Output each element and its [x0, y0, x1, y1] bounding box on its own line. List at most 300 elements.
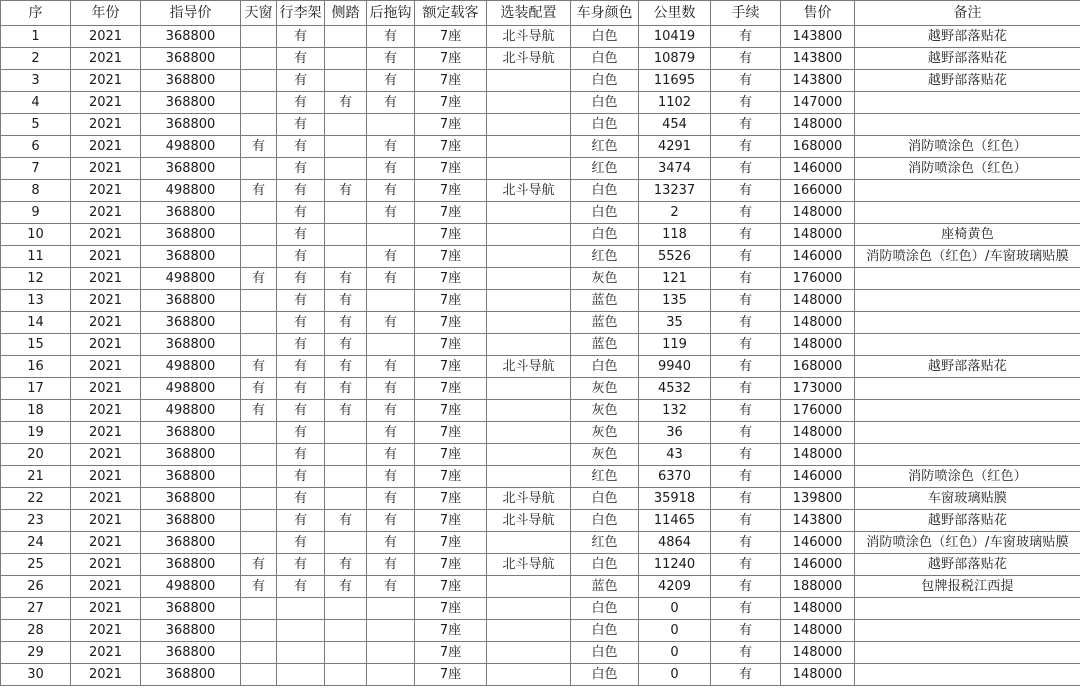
cell-sale-price[interactable]: 148000 — [781, 422, 855, 444]
cell-sale-price[interactable]: 148000 — [781, 202, 855, 224]
cell-remarks[interactable]: 车窗玻璃贴膜 — [855, 488, 1080, 510]
cell-options[interactable] — [487, 268, 571, 290]
cell-options[interactable] — [487, 334, 571, 356]
cell-guide-price[interactable]: 368800 — [141, 510, 241, 532]
cell-seats[interactable]: 7座 — [415, 92, 487, 114]
cell-roof-rack[interactable]: 有 — [277, 136, 325, 158]
cell-year[interactable]: 2021 — [71, 422, 141, 444]
cell-body-color[interactable]: 白色 — [571, 488, 639, 510]
cell-options[interactable] — [487, 400, 571, 422]
cell-side-step[interactable] — [325, 158, 367, 180]
cell-year[interactable]: 2021 — [71, 444, 141, 466]
cell-year[interactable]: 2021 — [71, 466, 141, 488]
cell-remarks[interactable] — [855, 620, 1080, 642]
cell-guide-price[interactable]: 498800 — [141, 576, 241, 598]
cell-seats[interactable]: 7座 — [415, 114, 487, 136]
cell-sale-price[interactable]: 148000 — [781, 620, 855, 642]
cell-index[interactable]: 30 — [1, 664, 71, 686]
cell-sale-price[interactable]: 148000 — [781, 598, 855, 620]
cell-options[interactable]: 北斗导航 — [487, 510, 571, 532]
cell-year[interactable]: 2021 — [71, 158, 141, 180]
cell-guide-price[interactable]: 368800 — [141, 202, 241, 224]
cell-sunroof[interactable]: 有 — [241, 356, 277, 378]
cell-body-color[interactable]: 蓝色 — [571, 312, 639, 334]
cell-sale-price[interactable]: 146000 — [781, 246, 855, 268]
cell-mileage[interactable]: 0 — [639, 598, 711, 620]
cell-sale-price[interactable]: 143800 — [781, 26, 855, 48]
cell-sunroof[interactable] — [241, 70, 277, 92]
cell-sale-price[interactable]: 148000 — [781, 114, 855, 136]
cell-guide-price[interactable]: 368800 — [141, 114, 241, 136]
cell-paperwork[interactable]: 有 — [711, 246, 781, 268]
cell-side-step[interactable]: 有 — [325, 180, 367, 202]
cell-side-step[interactable] — [325, 466, 367, 488]
cell-body-color[interactable]: 红色 — [571, 466, 639, 488]
cell-guide-price[interactable]: 498800 — [141, 378, 241, 400]
cell-remarks[interactable] — [855, 422, 1080, 444]
cell-mileage[interactable]: 11465 — [639, 510, 711, 532]
cell-index[interactable]: 22 — [1, 488, 71, 510]
cell-side-step[interactable] — [325, 114, 367, 136]
cell-sunroof[interactable] — [241, 664, 277, 686]
cell-sunroof[interactable] — [241, 312, 277, 334]
cell-tow-hook[interactable]: 有 — [367, 312, 415, 334]
cell-seats[interactable]: 7座 — [415, 334, 487, 356]
cell-year[interactable]: 2021 — [71, 70, 141, 92]
cell-guide-price[interactable]: 498800 — [141, 400, 241, 422]
cell-year[interactable]: 2021 — [71, 26, 141, 48]
cell-guide-price[interactable]: 498800 — [141, 180, 241, 202]
cell-options[interactable] — [487, 466, 571, 488]
cell-guide-price[interactable]: 498800 — [141, 356, 241, 378]
cell-paperwork[interactable]: 有 — [711, 598, 781, 620]
cell-year[interactable]: 2021 — [71, 356, 141, 378]
cell-body-color[interactable]: 红色 — [571, 532, 639, 554]
cell-side-step[interactable]: 有 — [325, 92, 367, 114]
header-mileage[interactable]: 公里数 — [639, 1, 711, 26]
cell-sale-price[interactable]: 168000 — [781, 136, 855, 158]
cell-sale-price[interactable]: 148000 — [781, 334, 855, 356]
cell-guide-price[interactable]: 498800 — [141, 136, 241, 158]
cell-options[interactable] — [487, 312, 571, 334]
cell-mileage[interactable]: 0 — [639, 642, 711, 664]
cell-roof-rack[interactable]: 有 — [277, 400, 325, 422]
cell-remarks[interactable] — [855, 114, 1080, 136]
cell-roof-rack[interactable]: 有 — [277, 510, 325, 532]
cell-year[interactable]: 2021 — [71, 290, 141, 312]
cell-roof-rack[interactable] — [277, 598, 325, 620]
cell-tow-hook[interactable]: 有 — [367, 92, 415, 114]
cell-seats[interactable]: 7座 — [415, 70, 487, 92]
cell-sale-price[interactable]: 146000 — [781, 554, 855, 576]
cell-tow-hook[interactable]: 有 — [367, 532, 415, 554]
cell-index[interactable]: 7 — [1, 158, 71, 180]
cell-roof-rack[interactable]: 有 — [277, 312, 325, 334]
cell-tow-hook[interactable] — [367, 114, 415, 136]
cell-mileage[interactable]: 6370 — [639, 466, 711, 488]
cell-roof-rack[interactable]: 有 — [277, 576, 325, 598]
cell-year[interactable]: 2021 — [71, 246, 141, 268]
cell-sale-price[interactable]: 148000 — [781, 224, 855, 246]
cell-paperwork[interactable]: 有 — [711, 444, 781, 466]
header-sunroof[interactable]: 天窗 — [241, 1, 277, 26]
cell-options[interactable]: 北斗导航 — [487, 48, 571, 70]
cell-sunroof[interactable]: 有 — [241, 576, 277, 598]
cell-body-color[interactable]: 白色 — [571, 180, 639, 202]
cell-body-color[interactable]: 白色 — [571, 620, 639, 642]
cell-index[interactable]: 9 — [1, 202, 71, 224]
cell-seats[interactable]: 7座 — [415, 180, 487, 202]
cell-body-color[interactable]: 白色 — [571, 70, 639, 92]
cell-side-step[interactable] — [325, 246, 367, 268]
cell-roof-rack[interactable]: 有 — [277, 202, 325, 224]
cell-paperwork[interactable]: 有 — [711, 642, 781, 664]
cell-seats[interactable]: 7座 — [415, 554, 487, 576]
cell-paperwork[interactable]: 有 — [711, 268, 781, 290]
cell-sunroof[interactable] — [241, 444, 277, 466]
cell-tow-hook[interactable]: 有 — [367, 48, 415, 70]
cell-side-step[interactable] — [325, 444, 367, 466]
cell-sunroof[interactable] — [241, 92, 277, 114]
cell-year[interactable]: 2021 — [71, 554, 141, 576]
cell-year[interactable]: 2021 — [71, 664, 141, 686]
header-side-step[interactable]: 侧踏 — [325, 1, 367, 26]
cell-sunroof[interactable] — [241, 422, 277, 444]
cell-guide-price[interactable]: 368800 — [141, 312, 241, 334]
cell-paperwork[interactable]: 有 — [711, 290, 781, 312]
cell-sale-price[interactable]: 176000 — [781, 400, 855, 422]
cell-options[interactable] — [487, 532, 571, 554]
cell-options[interactable]: 北斗导航 — [487, 554, 571, 576]
cell-guide-price[interactable]: 368800 — [141, 334, 241, 356]
cell-paperwork[interactable]: 有 — [711, 422, 781, 444]
cell-paperwork[interactable]: 有 — [711, 488, 781, 510]
cell-year[interactable]: 2021 — [71, 114, 141, 136]
cell-index[interactable]: 2 — [1, 48, 71, 70]
cell-mileage[interactable]: 454 — [639, 114, 711, 136]
cell-sunroof[interactable] — [241, 532, 277, 554]
cell-mileage[interactable]: 4209 — [639, 576, 711, 598]
cell-index[interactable]: 10 — [1, 224, 71, 246]
cell-roof-rack[interactable]: 有 — [277, 356, 325, 378]
cell-tow-hook[interactable]: 有 — [367, 180, 415, 202]
cell-options[interactable] — [487, 290, 571, 312]
cell-tow-hook[interactable] — [367, 664, 415, 686]
cell-options[interactable] — [487, 70, 571, 92]
cell-mileage[interactable]: 132 — [639, 400, 711, 422]
cell-index[interactable]: 4 — [1, 92, 71, 114]
cell-body-color[interactable]: 白色 — [571, 114, 639, 136]
cell-body-color[interactable]: 灰色 — [571, 268, 639, 290]
cell-options[interactable] — [487, 576, 571, 598]
cell-index[interactable]: 29 — [1, 642, 71, 664]
cell-remarks[interactable] — [855, 400, 1080, 422]
cell-index[interactable]: 23 — [1, 510, 71, 532]
cell-mileage[interactable]: 118 — [639, 224, 711, 246]
cell-index[interactable]: 18 — [1, 400, 71, 422]
cell-seats[interactable]: 7座 — [415, 26, 487, 48]
cell-year[interactable]: 2021 — [71, 532, 141, 554]
cell-side-step[interactable]: 有 — [325, 312, 367, 334]
cell-body-color[interactable]: 红色 — [571, 246, 639, 268]
cell-roof-rack[interactable]: 有 — [277, 444, 325, 466]
cell-index[interactable]: 15 — [1, 334, 71, 356]
cell-paperwork[interactable]: 有 — [711, 334, 781, 356]
cell-side-step[interactable]: 有 — [325, 290, 367, 312]
cell-guide-price[interactable]: 368800 — [141, 598, 241, 620]
cell-body-color[interactable]: 白色 — [571, 554, 639, 576]
cell-sunroof[interactable] — [241, 334, 277, 356]
cell-roof-rack[interactable]: 有 — [277, 290, 325, 312]
cell-year[interactable]: 2021 — [71, 202, 141, 224]
cell-tow-hook[interactable]: 有 — [367, 202, 415, 224]
cell-year[interactable]: 2021 — [71, 48, 141, 70]
header-roof-rack[interactable]: 行李架 — [277, 1, 325, 26]
cell-body-color[interactable]: 蓝色 — [571, 334, 639, 356]
cell-tow-hook[interactable]: 有 — [367, 70, 415, 92]
cell-tow-hook[interactable]: 有 — [367, 26, 415, 48]
cell-mileage[interactable]: 2 — [639, 202, 711, 224]
cell-remarks[interactable]: 越野部落贴花 — [855, 510, 1080, 532]
cell-sale-price[interactable]: 143800 — [781, 70, 855, 92]
cell-guide-price[interactable]: 368800 — [141, 532, 241, 554]
cell-guide-price[interactable]: 368800 — [141, 466, 241, 488]
cell-remarks[interactable]: 越野部落贴花 — [855, 70, 1080, 92]
cell-sale-price[interactable]: 148000 — [781, 642, 855, 664]
cell-seats[interactable]: 7座 — [415, 246, 487, 268]
cell-sale-price[interactable]: 148000 — [781, 664, 855, 686]
cell-year[interactable]: 2021 — [71, 620, 141, 642]
cell-guide-price[interactable]: 368800 — [141, 620, 241, 642]
cell-side-step[interactable] — [325, 136, 367, 158]
cell-body-color[interactable]: 白色 — [571, 598, 639, 620]
cell-year[interactable]: 2021 — [71, 334, 141, 356]
cell-mileage[interactable]: 4532 — [639, 378, 711, 400]
cell-tow-hook[interactable] — [367, 642, 415, 664]
cell-options[interactable] — [487, 224, 571, 246]
cell-options[interactable] — [487, 444, 571, 466]
cell-remarks[interactable] — [855, 378, 1080, 400]
cell-mileage[interactable]: 4291 — [639, 136, 711, 158]
cell-remarks[interactable]: 越野部落贴花 — [855, 554, 1080, 576]
cell-remarks[interactable]: 消防喷涂色（红色）/车窗玻璃贴膜 — [855, 246, 1080, 268]
cell-mileage[interactable]: 9940 — [639, 356, 711, 378]
cell-roof-rack[interactable]: 有 — [277, 554, 325, 576]
cell-side-step[interactable] — [325, 488, 367, 510]
cell-sunroof[interactable] — [241, 246, 277, 268]
cell-guide-price[interactable]: 498800 — [141, 268, 241, 290]
cell-seats[interactable]: 7座 — [415, 488, 487, 510]
cell-paperwork[interactable]: 有 — [711, 510, 781, 532]
cell-sale-price[interactable]: 146000 — [781, 158, 855, 180]
cell-body-color[interactable]: 灰色 — [571, 378, 639, 400]
cell-sunroof[interactable] — [241, 202, 277, 224]
cell-tow-hook[interactable] — [367, 224, 415, 246]
cell-index[interactable]: 11 — [1, 246, 71, 268]
header-guide-price[interactable]: 指导价 — [141, 1, 241, 26]
cell-remarks[interactable] — [855, 642, 1080, 664]
cell-seats[interactable]: 7座 — [415, 466, 487, 488]
cell-side-step[interactable]: 有 — [325, 334, 367, 356]
cell-index[interactable]: 26 — [1, 576, 71, 598]
cell-remarks[interactable]: 消防喷涂色（红色） — [855, 466, 1080, 488]
header-tow-hook[interactable]: 后拖钩 — [367, 1, 415, 26]
cell-sale-price[interactable]: 147000 — [781, 92, 855, 114]
cell-seats[interactable]: 7座 — [415, 664, 487, 686]
cell-body-color[interactable]: 白色 — [571, 202, 639, 224]
cell-seats[interactable]: 7座 — [415, 510, 487, 532]
cell-guide-price[interactable]: 368800 — [141, 224, 241, 246]
cell-remarks[interactable] — [855, 92, 1080, 114]
cell-options[interactable] — [487, 136, 571, 158]
cell-roof-rack[interactable]: 有 — [277, 70, 325, 92]
cell-remarks[interactable]: 消防喷涂色（红色） — [855, 136, 1080, 158]
cell-paperwork[interactable]: 有 — [711, 114, 781, 136]
cell-roof-rack[interactable]: 有 — [277, 26, 325, 48]
cell-guide-price[interactable]: 368800 — [141, 642, 241, 664]
cell-options[interactable] — [487, 422, 571, 444]
cell-body-color[interactable]: 白色 — [571, 48, 639, 70]
cell-sunroof[interactable]: 有 — [241, 554, 277, 576]
cell-sale-price[interactable]: 166000 — [781, 180, 855, 202]
cell-options[interactable] — [487, 114, 571, 136]
cell-side-step[interactable] — [325, 532, 367, 554]
header-index[interactable]: 序 — [1, 1, 71, 26]
cell-sunroof[interactable] — [241, 598, 277, 620]
cell-seats[interactable]: 7座 — [415, 532, 487, 554]
cell-sale-price[interactable]: 173000 — [781, 378, 855, 400]
cell-sunroof[interactable]: 有 — [241, 400, 277, 422]
cell-body-color[interactable]: 蓝色 — [571, 576, 639, 598]
cell-mileage[interactable]: 0 — [639, 620, 711, 642]
cell-roof-rack[interactable]: 有 — [277, 466, 325, 488]
cell-paperwork[interactable]: 有 — [711, 356, 781, 378]
cell-remarks[interactable]: 座椅黄色 — [855, 224, 1080, 246]
cell-side-step[interactable] — [325, 202, 367, 224]
cell-side-step[interactable] — [325, 48, 367, 70]
cell-tow-hook[interactable]: 有 — [367, 246, 415, 268]
cell-body-color[interactable]: 灰色 — [571, 400, 639, 422]
cell-sale-price[interactable]: 148000 — [781, 312, 855, 334]
cell-guide-price[interactable]: 368800 — [141, 444, 241, 466]
cell-sunroof[interactable] — [241, 488, 277, 510]
cell-roof-rack[interactable]: 有 — [277, 334, 325, 356]
cell-body-color[interactable]: 白色 — [571, 26, 639, 48]
cell-options[interactable]: 北斗导航 — [487, 26, 571, 48]
cell-sale-price[interactable]: 139800 — [781, 488, 855, 510]
cell-sunroof[interactable]: 有 — [241, 378, 277, 400]
cell-remarks[interactable] — [855, 664, 1080, 686]
cell-seats[interactable]: 7座 — [415, 290, 487, 312]
cell-year[interactable]: 2021 — [71, 92, 141, 114]
cell-options[interactable] — [487, 620, 571, 642]
cell-seats[interactable]: 7座 — [415, 356, 487, 378]
cell-sunroof[interactable]: 有 — [241, 268, 277, 290]
cell-remarks[interactable] — [855, 290, 1080, 312]
cell-tow-hook[interactable]: 有 — [367, 378, 415, 400]
cell-remarks[interactable]: 包牌报税江西提 — [855, 576, 1080, 598]
cell-roof-rack[interactable]: 有 — [277, 268, 325, 290]
cell-seats[interactable]: 7座 — [415, 202, 487, 224]
cell-paperwork[interactable]: 有 — [711, 48, 781, 70]
cell-body-color[interactable]: 白色 — [571, 642, 639, 664]
cell-options[interactable] — [487, 664, 571, 686]
cell-roof-rack[interactable]: 有 — [277, 532, 325, 554]
cell-mileage[interactable]: 0 — [639, 664, 711, 686]
cell-index[interactable]: 20 — [1, 444, 71, 466]
header-options[interactable]: 选装配置 — [487, 1, 571, 26]
cell-paperwork[interactable]: 有 — [711, 664, 781, 686]
cell-sunroof[interactable] — [241, 26, 277, 48]
cell-guide-price[interactable]: 368800 — [141, 290, 241, 312]
cell-mileage[interactable]: 1102 — [639, 92, 711, 114]
cell-index[interactable]: 3 — [1, 70, 71, 92]
cell-index[interactable]: 5 — [1, 114, 71, 136]
cell-mileage[interactable]: 11240 — [639, 554, 711, 576]
cell-seats[interactable]: 7座 — [415, 598, 487, 620]
cell-paperwork[interactable]: 有 — [711, 400, 781, 422]
cell-remarks[interactable] — [855, 312, 1080, 334]
cell-sale-price[interactable]: 176000 — [781, 268, 855, 290]
cell-seats[interactable]: 7座 — [415, 620, 487, 642]
cell-remarks[interactable]: 越野部落贴花 — [855, 48, 1080, 70]
cell-tow-hook[interactable]: 有 — [367, 422, 415, 444]
cell-remarks[interactable]: 越野部落贴花 — [855, 356, 1080, 378]
cell-year[interactable]: 2021 — [71, 510, 141, 532]
cell-mileage[interactable]: 35 — [639, 312, 711, 334]
cell-paperwork[interactable]: 有 — [711, 554, 781, 576]
cell-side-step[interactable]: 有 — [325, 378, 367, 400]
cell-mileage[interactable]: 119 — [639, 334, 711, 356]
cell-year[interactable]: 2021 — [71, 576, 141, 598]
cell-mileage[interactable]: 43 — [639, 444, 711, 466]
header-sale-price[interactable]: 售价 — [781, 1, 855, 26]
cell-year[interactable]: 2021 — [71, 400, 141, 422]
cell-roof-rack[interactable] — [277, 620, 325, 642]
cell-sunroof[interactable]: 有 — [241, 180, 277, 202]
cell-options[interactable] — [487, 246, 571, 268]
cell-seats[interactable]: 7座 — [415, 158, 487, 180]
cell-side-step[interactable] — [325, 224, 367, 246]
cell-mileage[interactable]: 13237 — [639, 180, 711, 202]
cell-options[interactable] — [487, 202, 571, 224]
cell-sale-price[interactable]: 143800 — [781, 48, 855, 70]
cell-options[interactable]: 北斗导航 — [487, 488, 571, 510]
header-paperwork[interactable]: 手续 — [711, 1, 781, 26]
cell-index[interactable]: 16 — [1, 356, 71, 378]
cell-year[interactable]: 2021 — [71, 598, 141, 620]
cell-body-color[interactable]: 红色 — [571, 136, 639, 158]
cell-year[interactable]: 2021 — [71, 642, 141, 664]
cell-tow-hook[interactable] — [367, 598, 415, 620]
cell-roof-rack[interactable]: 有 — [277, 92, 325, 114]
cell-roof-rack[interactable]: 有 — [277, 158, 325, 180]
cell-seats[interactable]: 7座 — [415, 224, 487, 246]
cell-tow-hook[interactable]: 有 — [367, 510, 415, 532]
cell-index[interactable]: 17 — [1, 378, 71, 400]
cell-remarks[interactable] — [855, 334, 1080, 356]
cell-sunroof[interactable] — [241, 466, 277, 488]
cell-index[interactable]: 6 — [1, 136, 71, 158]
cell-options[interactable] — [487, 642, 571, 664]
cell-side-step[interactable] — [325, 70, 367, 92]
cell-side-step[interactable] — [325, 598, 367, 620]
cell-sunroof[interactable] — [241, 620, 277, 642]
cell-year[interactable]: 2021 — [71, 312, 141, 334]
cell-index[interactable]: 19 — [1, 422, 71, 444]
cell-mileage[interactable]: 5526 — [639, 246, 711, 268]
cell-side-step[interactable] — [325, 422, 367, 444]
